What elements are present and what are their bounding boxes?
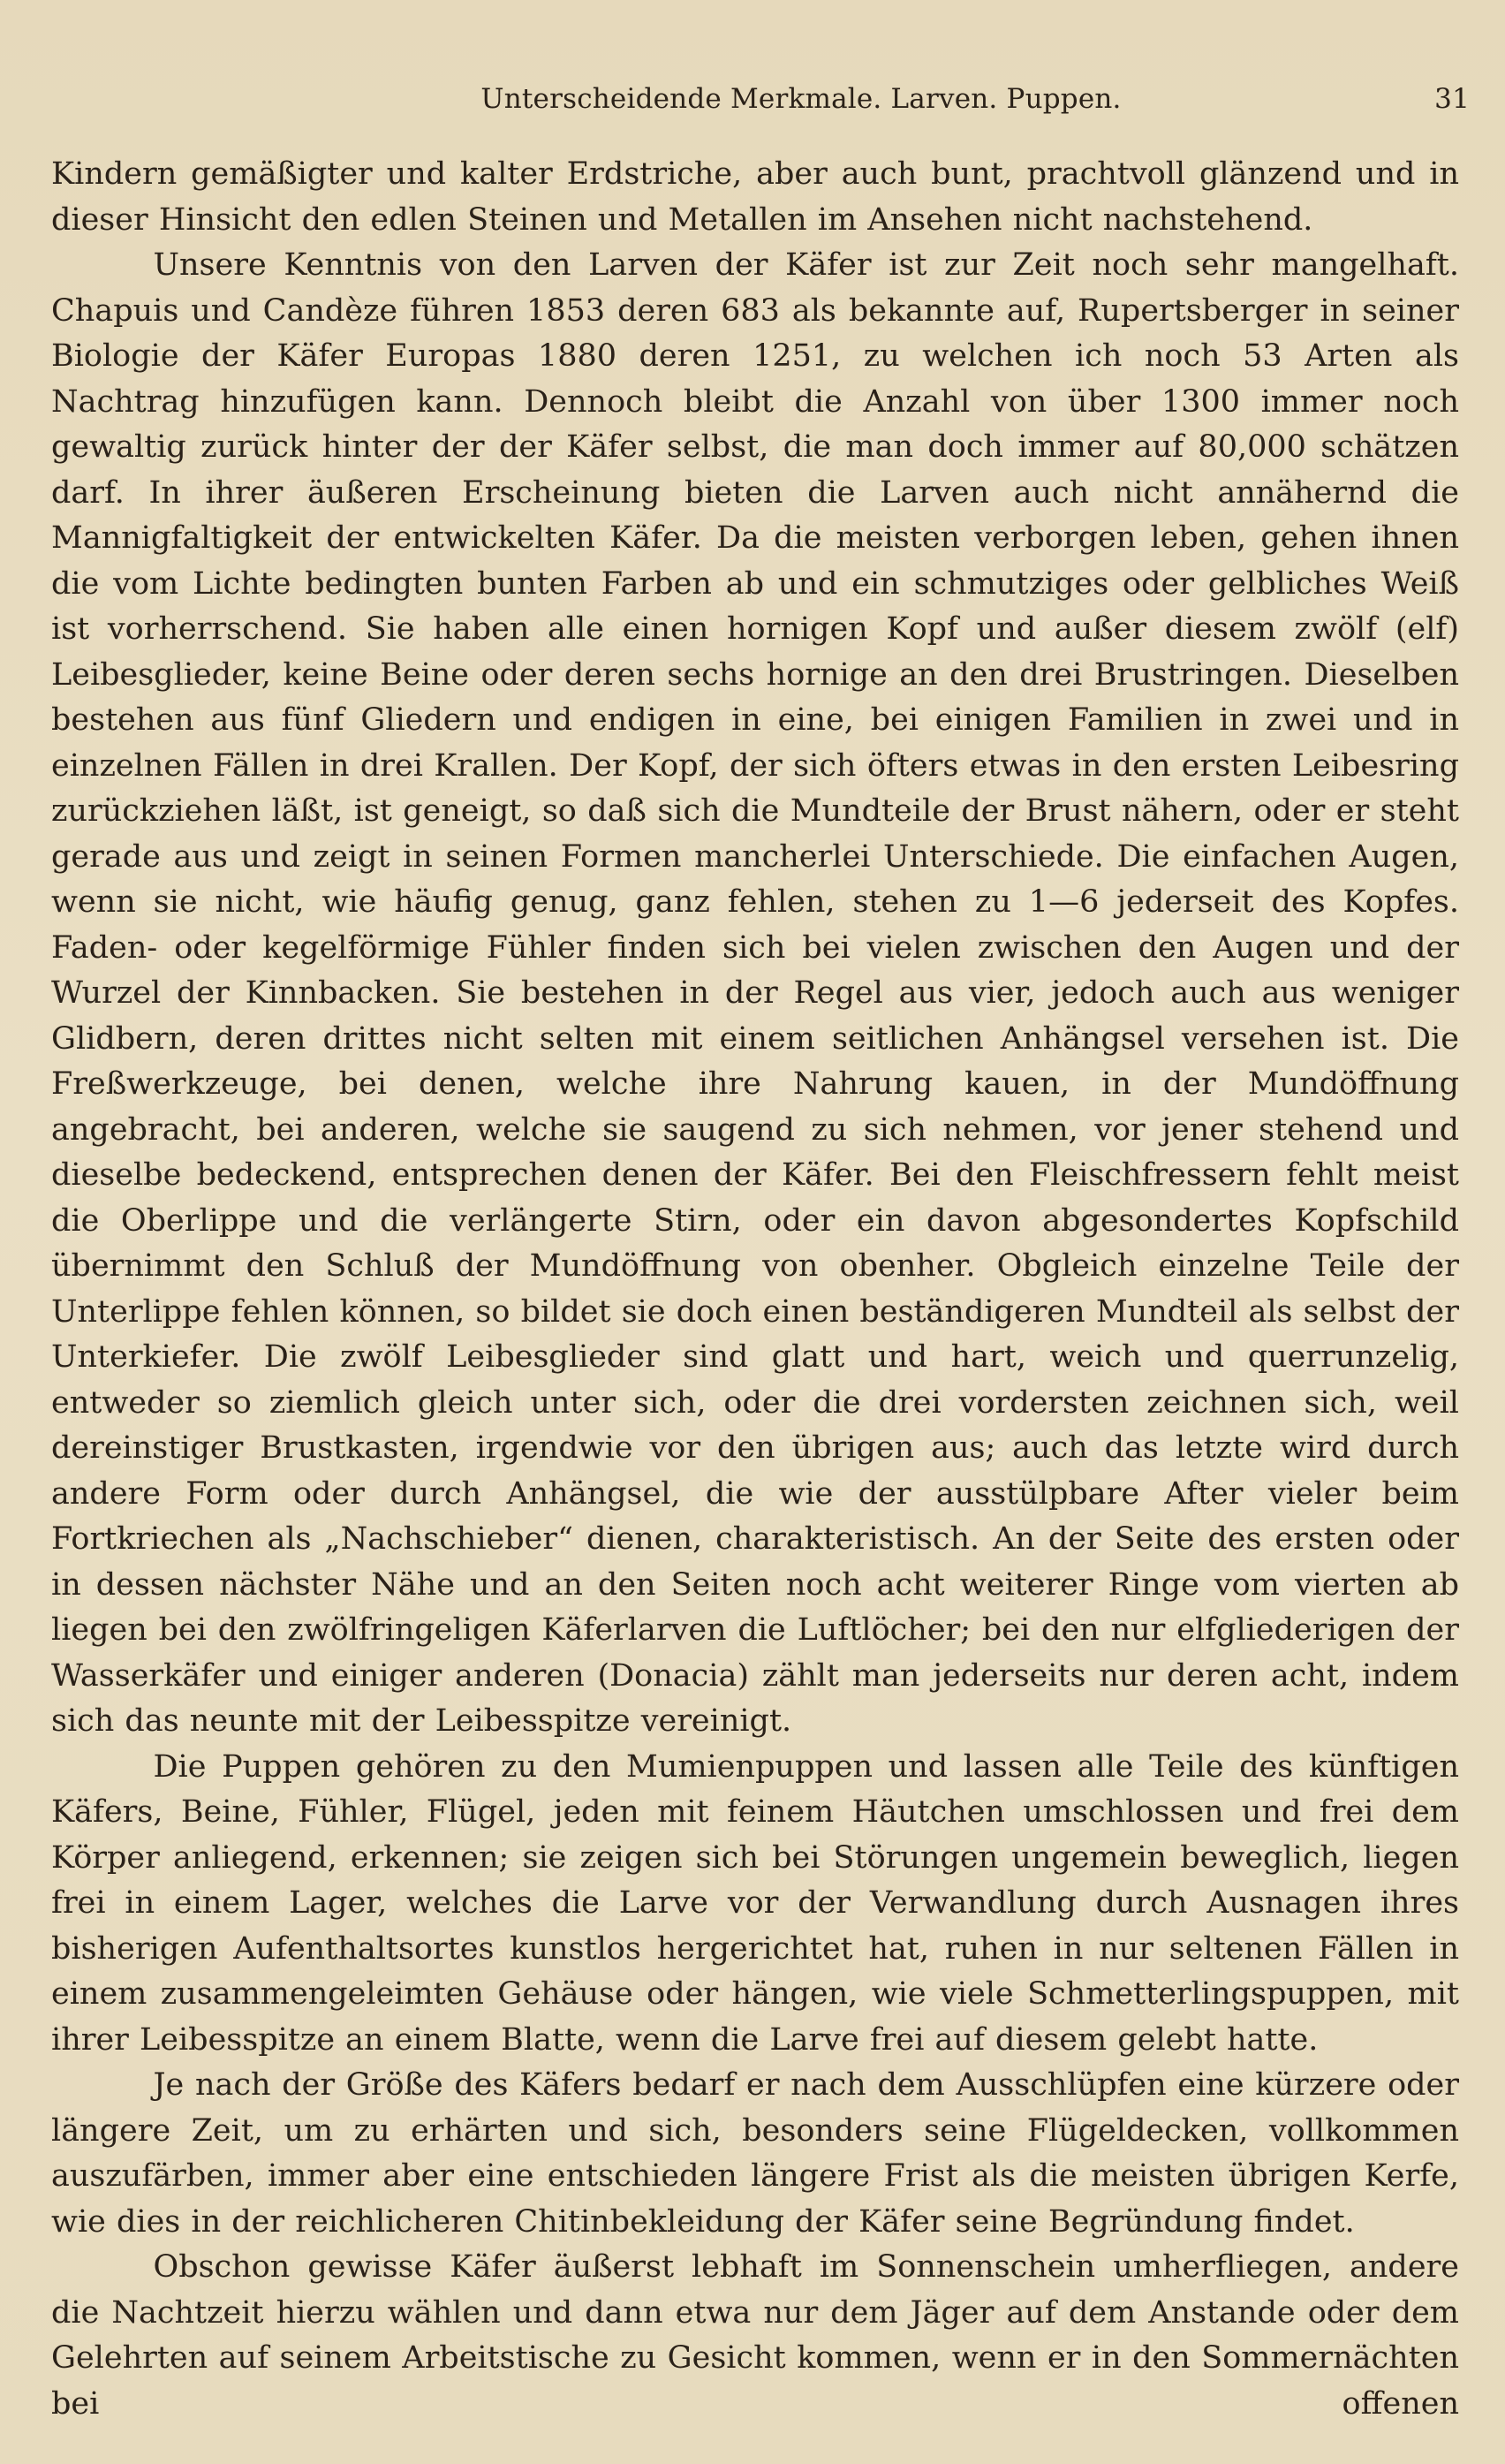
paragraph-larvae: Unsere Kenntnis von den Larven der Käfer ist zur Zeit noch sehr mangelhaft. Chapuis und Candèze führen 1853 deren 683 als bekannte auf, Rupertsberger in seiner Biologie der Käfer Europas 1880 deren 1251, zu welchen ich noch 53 Arten als Nachtrag hinzufügen kann. Dennoch bleibt die Anzahl von über 1300 immer noch gewaltig zurück hinter der der Käfer selbst, die man doch immer auf 80,000 schätzen darf. In ihrer äußeren Erscheinung bieten die Larven auch nicht annähernd die Mannigfaltigkeit der entwickelten Käfer. Da die meisten verborgen leben, gehen ihnen die vom Lichte bedingten bunten Farben ab und ein schmutziges oder gelbliches Weiß ist vorherrschend. Sie haben alle einen hornigen Kopf und außer diesem zwölf (elf) Leibesglieder, keine Beine oder deren sechs hornige an den drei Brustringen. Dieselben bestehen aus fünf Gliedern und endigen in eine, bei einigen Familien in zwei und in einzelnen Fällen in drei Krallen. Der Kopf, der sich öfters etwas in den ersten Leibesring zurückziehen läßt, ist geneigt, so daß sich die Mundteile der Brust nähern, oder er steht gerade aus und zeigt in seinen Formen mancherlei Unterschiede. Die einfachen Augen, wenn sie nicht, wie häufig genug, ganz fehlen, stehen zu 1—6 jederseit des Kopfes. Faden- oder kegelförmige Fühler finden sich bei vielen zwischen den Augen und der Wurzel der Kinnbacken. Sie bestehen in der Regel aus vier, jedoch auch aus weniger Glidbern, deren drittes nicht selten mit einem seitlichen Anhängsel versehen ist. Die Freßwerkzeuge, bei denen, welche ihre Nahrung kauen, in der Mundöffnung angebracht, bei anderen, welche sie saugend zu sich nehmen, vor jener stehend und dieselbe bedeckend, entsprechen denen der Käfer. Bei den Fleischfressern fehlt meist die Oberlippe und die verlängerte Stirn, oder ein davon abgesondertes Kopfschild übernimmt den Schluß der Mundöffnung von obenher. Obgleich einzelne Teile der Unterlippe fehlen können, so bildet sie doch einen beständigeren Mundteil als selbst der Unterkiefer. Die zwölf Leibesglieder sind glatt und hart, weich und querrunzelig, entweder so ziemlich gleich unter sich, oder die drei vordersten zeichnen sich, weil dereinstiger Brustkasten, irgendwie vor den übrigen aus; auch das letzte wird durch andere Form oder durch Anhängsel, die wie der ausstülpbare After vieler beim Fortkriechen als „Nachschieber“ dienen, charakteristisch. An der Seite des ersten oder in dessen nächster Nähe und an den Seiten noch acht weiterer Ringe vom vierten ab liegen bei den zwölfringeligen Käferlarven die Luftlöcher; bei den nur elfgliederigen der Wasserkäfer und einiger anderen (Donacia) zählt man jederseits nur deren acht, indem sich das neunte mit der Leibesspitze vereinigt.	[51, 247, 1459, 1739]
running-head-title: Unterscheidende Merkmale. Larven. Puppen.	[480, 83, 1122, 115]
paragraph-pupae: Die Puppen gehören zu den Mumienpuppen und lassen alle Teile des künftigen Käfers, Beine, Fühler, Flügel, jeden mit feinem Häutchen umschlossen und frei dem Körper anliegend, erkennen; sie zeigen sich bei Störungen ungemein beweglich, liegen frei in einem Lager, welches die Larve vor der Verwandlung durch Ausnagen ihres bisherigen Aufenthaltsortes kunstlos hergerichtet hat, ruhen in nur seltenen Fällen in einem zusammengeleimten Gehäuse oder hängen, wie viele Schmetterlingspuppen, mit ihrer Leibesspitze an einem Blatte, wenn die Larve frei auf diesem gelebt hatte.	[51, 1748, 1459, 2058]
paragraph-activity: Obschon gewisse Käfer äußerst lebhaft im Sonnenschein umherfliegen, andere die Nachtzeit hierzu wählen und dann etwa nur dem Jäger auf dem Anstande oder dem Gelehrten auf seinem Arbeitstische zu Gesicht kommen, wenn er in den Sommernächten bei offenen	[51, 2249, 1459, 2422]
paragraph-hardening: Je nach der Größe des Käfers bedarf er nach dem Ausschlüpfen eine kürzere oder längere Zeit, um zu erhärten und sich, besonders seine Flügeldecken, vollkommen auszufärben, immer aber eine entschieden längere Frist als die meisten übrigen Kerfe, wie dies in der reichlicheren Chitinbekleidung der Käfer seine Begründung findet.	[51, 2067, 1459, 2240]
page-number: 31	[1434, 83, 1470, 115]
body-text	[51, 152, 1459, 2427]
running-head	[132, 80, 1470, 118]
paragraph-continuation: Kindern gemäßigter und kalter Erdstriche, aber auch bunt, prachtvoll glänzend und in dieser Hinsicht den edlen Steinen und Metallen im Ansehen nicht nachstehend.	[51, 156, 1459, 238]
